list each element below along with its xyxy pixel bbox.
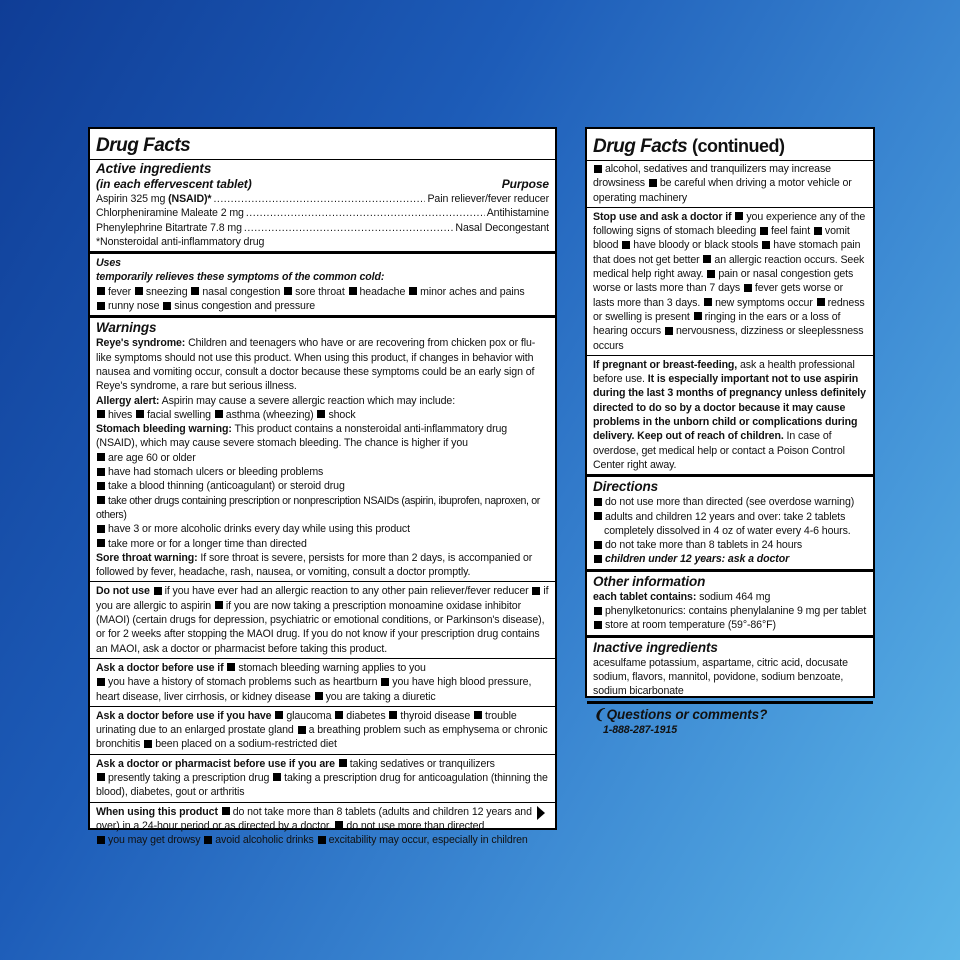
- ingredient-name: Phenylephrine Bitartrate 7.8 mg: [96, 221, 242, 234]
- list-item: sinus congestion and pressure: [174, 300, 316, 313]
- directions-heading: Directions: [593, 479, 659, 495]
- panel-title: Drug Facts: [96, 135, 191, 156]
- list-item: children under 12 years: ask a doctor: [593, 552, 867, 566]
- list-item: sore throat: [295, 285, 345, 298]
- active-ingredients-section: [90, 159, 555, 249]
- list-item: store at room temperature (59°-86°F): [593, 618, 867, 632]
- uses-list: [96, 285, 549, 314]
- purpose-heading: Purpose: [501, 177, 549, 191]
- ingredient-name: Chlorpheniramine Maleate 2 mg: [96, 207, 244, 220]
- ingredient-row: [96, 192, 549, 206]
- phone-number: 1-888-287-1915: [603, 723, 677, 736]
- uses-section: [90, 251, 555, 313]
- list-item: sneezing: [145, 285, 188, 298]
- ask-doctor-have-section: Ask a doctor before use if you have glaucoma diabetes thyroid disease trouble urinating due to an enlarged prostate gland a breathing problem such as emphysema or chronic bronchitis been placed on a sodium-restricted diet: [90, 706, 555, 752]
- inactive-section: [587, 635, 873, 699]
- list-item: take other drugs containing prescription or nonprescription NSAIDs (aspirin, ibuprofen, naproxen, or others): [96, 494, 540, 521]
- list-item: nasal congestion: [202, 285, 281, 298]
- list-item: minor aches and pains: [420, 285, 525, 298]
- list-item: have 3 or more alcoholic drinks every day while using this product: [96, 522, 549, 536]
- panel-title: Drug Facts (continued): [593, 136, 785, 157]
- active-subheading-row: [96, 177, 549, 192]
- warnings-heading: Warnings: [96, 320, 157, 336]
- continue-arrow-icon: [537, 806, 545, 820]
- reye-warning: Reye's syndrome: Children and teenagers who have or are recovering from chicken pox or flu-like symptoms should not use this product. When using this product, if changes in behavior with nausea and vomiting occur, consult a doctor because these symptoms could be an early sign of Reye's syndrome, a rare but serious illness.: [96, 337, 536, 393]
- list-item: take more or for a longer time than directed: [96, 537, 549, 551]
- sodium-content: each tablet contains: sodium 464 mg: [593, 590, 771, 603]
- nsaid-footnote: *Nonsteroidal anti-inflammatory drug: [96, 235, 265, 248]
- do-not-use-section: Do not use if you have ever had an allergic reaction to any other pain reliever/fever reducer if you are allergic to aspirin if you are now taking a prescription monoamine oxidase inhibitor (MAOI) (certain drugs for depression, psychiatric or emotional conditions, or Parkinson's disease), or for 2 weeks after stopping the MAOI drug. If you do not know if your prescription drug contains an MAOI, ask a doctor or pharmacist before taking this product.: [90, 581, 555, 655]
- list-item: phenylketonurics: contains phenylalanine 9 mg per tablet: [593, 604, 867, 618]
- ingredient-purpose: Antihistamine: [486, 207, 549, 220]
- other-info-heading: Other information: [593, 573, 706, 589]
- questions-section: [587, 701, 873, 737]
- phone-icon: ❨: [593, 705, 605, 722]
- ingredient-purpose: Pain reliever/fever reducer: [427, 193, 549, 205]
- ingredient-purpose: Nasal Decongestant: [455, 221, 549, 234]
- other-info-section: [587, 569, 873, 633]
- stop-use-section: Stop use and ask a doctor if you experience any of the following signs of stomach bleeding feel faint vomit blood have bloody or black stools have stomach pain that does not get better an allergic reaction occurs. Seek medical help right away. pain or nasal congestion gets worse or lasts more than 7 days fever gets worse or lasts more than 3 days. new symptoms occur redness or swelling is present ringing in the ears or a loss of hearing occurs nervousness, dizziness or sleeplessness occurs: [587, 207, 873, 353]
- list-item: runny nose: [108, 300, 160, 313]
- pregnancy-section: If pregnant or breast-feeding, ask a health professional before use. It is especially important not to use aspirin during the last 3 months of pregnancy unless definitely directed to do so by a doctor because it may cause problems in the unborn child or complications during delivery. Keep out of reach of children. In case of overdose, get medical help or contact a Poison Control Center right away.: [587, 355, 873, 472]
- continued-label: (continued): [692, 136, 785, 156]
- list-item: have had stomach ulcers or bleeding problems: [96, 465, 549, 479]
- ingredient-name: Aspirin 325 mg (NSAID)*: [96, 193, 212, 205]
- ask-pharmacist-section: Ask a doctor or pharmacist before use if you are taking sedatives or tranquilizers presently taking a prescription drug taking a prescription drug for anticoagulation (thinning the blood), diabetes, gout or arthritis: [90, 754, 555, 800]
- allergy-list: hives facial swelling asthma (wheezing) shock: [96, 408, 549, 422]
- inactive-heading: Inactive ingredients: [593, 639, 718, 655]
- list-item: adults and children 12 years and over: take 2 tablets completely dissolved in 4 oz of water every 4-6 hours.: [593, 510, 867, 539]
- continued-warnings: alcohol, sedatives and tranquilizers may increase drowsiness be careful when driving a motor vehicle or operating machinery: [587, 160, 873, 205]
- active-subheading: (in each effervescent tablet): [96, 177, 252, 191]
- active-ingredients-heading: Active ingredients: [96, 161, 212, 176]
- list-item: are age 60 or older: [96, 451, 549, 465]
- ingredient-row: [96, 221, 549, 235]
- when-using-section: When using this product do not take more than 8 tablets (adults and children 12 years and over) in a 24-hour period or as directed by a doctor. do not use more than directed you may get drowsy avoid alcoholic drinks excitability may occur, especially in children: [90, 802, 555, 848]
- warnings-section: [90, 315, 555, 579]
- list-item: headache: [359, 285, 406, 298]
- ask-doctor-if-section: Ask a doctor before use if stomach bleeding warning applies to you you have a history of stomach problems such as heartburn you have high blood pressure, heart disease, liver cirrhosis, or kidney disease you are taking a diuretic: [90, 658, 555, 704]
- list-item: fever: [108, 285, 132, 298]
- allergy-alert: Allergy alert: Aspirin may cause a severe allergic reaction which may include:: [96, 394, 456, 407]
- drug-facts-panel-left: [88, 127, 557, 847]
- drug-facts-panel-right: [585, 127, 875, 736]
- questions-heading: ❨ Questions or comments?: [593, 705, 768, 722]
- directions-section: [587, 474, 873, 566]
- list-item: take a blood thinning (anticoagulant) or steroid drug: [96, 479, 549, 493]
- sore-throat-warning: Sore throat warning: If sore throat is severe, persists for more than 2 days, is accompanied or followed by fever, headache, rash, nausea, or vomiting, consult a doctor promptly.: [96, 551, 533, 579]
- list-item: do not take more than 8 tablets in 24 hours: [593, 538, 867, 552]
- stomach-bleeding-warning: Stomach bleeding warning: This product contains a nonsteroidal anti-inflammatory drug (NSAID), which may cause severe stomach bleeding. The chance is higher if you: [96, 423, 508, 450]
- uses-intro: temporarily relieves these symptoms of the common cold:: [96, 271, 385, 284]
- inactive-list: acesulfame potassium, aspartame, citric acid, docusate sodium, flavors, mannitol, povidone, sodium benzoate, sodium bicarbonate: [593, 656, 848, 698]
- ingredient-row: [96, 206, 549, 220]
- list-item: do not use more than directed (see overdose warning): [593, 495, 867, 509]
- uses-heading: Uses: [96, 257, 121, 270]
